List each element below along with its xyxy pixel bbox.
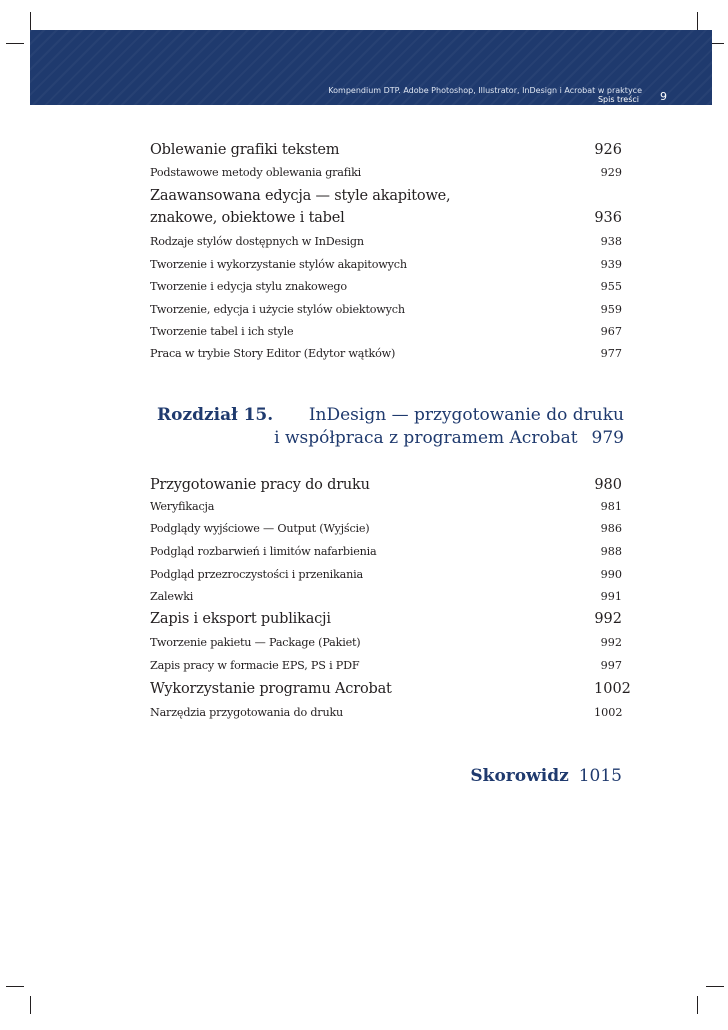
- toc-entry-title: Tworzenie i wykorzystanie stylów akapitowych: [150, 258, 407, 271]
- toc-entry: [150, 706, 622, 719]
- toc-entry-title: Podglądy wyjściowe — Output (Wyjście): [150, 522, 370, 535]
- toc-entry-title: Weryfikacja: [150, 500, 215, 513]
- toc-entry-title: Wykorzystanie programu Acrobat: [150, 681, 392, 697]
- toc-entry-page: 929: [600, 166, 622, 179]
- toc-entry: [150, 522, 622, 535]
- book-subtitle: Kompendium DTP. Adobe Photoshop, Illustrator, InDesign i Acrobat w praktyce: [328, 86, 642, 95]
- toc-entry: [150, 590, 622, 603]
- crop-mark: [6, 986, 24, 987]
- chapter-label: Rozdział 15.: [157, 405, 274, 425]
- toc-entry-page: 936: [594, 210, 622, 226]
- toc-entry-title: Oblewanie grafiki tekstem: [150, 142, 340, 158]
- toc-entry-title: Tworzenie, edycja i użycie stylów obiektowych: [150, 303, 405, 316]
- toc-entry-page: 955: [600, 280, 622, 293]
- toc-entry: [150, 545, 622, 558]
- toc-entry: [150, 280, 622, 293]
- crop-mark: [30, 996, 31, 1014]
- toc-entry-title: Tworzenie tabel i ich style: [150, 325, 294, 338]
- toc-entry: [150, 303, 622, 316]
- toc-entry-title: Zalewki: [150, 590, 194, 603]
- toc-entry-page: 980: [594, 477, 622, 493]
- crop-mark: [697, 12, 698, 30]
- chapter-heading: [157, 405, 624, 448]
- toc-entry-title: Zapis i eksport publikacji: [150, 611, 331, 627]
- toc-entry-page: 1002: [594, 706, 623, 719]
- toc-entry: [150, 477, 622, 493]
- toc-entry: [150, 568, 622, 581]
- toc-entry-page: 977: [600, 347, 622, 360]
- toc-entry-page: 988: [600, 545, 622, 558]
- toc-entry: [150, 325, 622, 338]
- page-number: 9: [660, 90, 667, 103]
- toc-entry-title: Rodzaje stylów dostępnych w InDesign: [150, 235, 364, 248]
- toc-entry: [150, 188, 622, 204]
- toc-entry-title: Podgląd rozbarwień i limitów nafarbienia: [150, 545, 377, 558]
- crop-mark: [697, 996, 698, 1014]
- toc-entry-page: 926: [594, 142, 622, 158]
- header-banner: [30, 30, 712, 105]
- toc-entry: [150, 210, 622, 226]
- toc-entry: [150, 142, 622, 158]
- toc-entry-page: 992: [594, 611, 622, 627]
- toc-entry: [150, 611, 622, 627]
- toc-entry: [150, 258, 622, 271]
- toc-entry-page: 967: [600, 325, 622, 338]
- toc-entry-title: znakowe, obiektowe i tabel: [150, 210, 345, 226]
- toc-entry-page: 991: [600, 590, 622, 603]
- toc-entry-page: 938: [600, 235, 622, 248]
- toc-entry-page: 939: [600, 258, 622, 271]
- toc-entry-page: 992: [600, 636, 622, 649]
- toc-entry-title: Narzędzia przygotowania do druku: [150, 706, 344, 719]
- toc-entry-title: Podgląd przezroczystości i przenikania: [150, 568, 363, 581]
- index-entry: [150, 766, 622, 786]
- toc-entry: [150, 681, 631, 697]
- toc-entry: [150, 500, 622, 513]
- toc-entry-page: 990: [600, 568, 622, 581]
- toc-entry-title: Zapis pracy w formacie EPS, PS i PDF: [150, 659, 360, 672]
- toc-entry-title: Zaawansowana edycja — style akapitowe,: [150, 188, 451, 204]
- toc-entry-title: Przygotowanie pracy do druku: [150, 477, 370, 493]
- toc-entry-page: 1002: [594, 681, 631, 697]
- toc-entry-page: 997: [600, 659, 622, 672]
- toc-entry: [150, 659, 622, 672]
- toc-entry: [150, 347, 622, 360]
- index-label: Skorowidz: [470, 766, 569, 786]
- toc-entry: [150, 636, 622, 649]
- toc-entry-page: 959: [600, 303, 622, 316]
- toc-entry-title: Tworzenie i edycja stylu znakowego: [150, 280, 347, 293]
- toc-entry-title: Tworzenie pakietu — Package (Pakiet): [150, 636, 361, 649]
- toc-entry-page: 986: [600, 522, 622, 535]
- toc-entry: [150, 166, 622, 179]
- crop-mark: [30, 12, 31, 30]
- section-label: Spis treści: [597, 95, 639, 104]
- chapter-page: 979: [591, 428, 624, 448]
- chapter-title-line1: InDesign — przygotowanie do druku: [308, 405, 624, 425]
- crop-mark: [6, 43, 24, 44]
- toc-entry: [150, 235, 622, 248]
- index-page: 1015: [578, 766, 622, 786]
- crop-mark: [706, 986, 724, 987]
- toc-entry-title: Praca w trybie Story Editor (Edytor wątków): [150, 347, 396, 360]
- chapter-title-line2: i współpraca z programem Acrobat: [274, 428, 578, 448]
- toc-entry-title: Podstawowe metody oblewania grafiki: [150, 166, 362, 179]
- toc-entry-page: 981: [600, 500, 622, 513]
